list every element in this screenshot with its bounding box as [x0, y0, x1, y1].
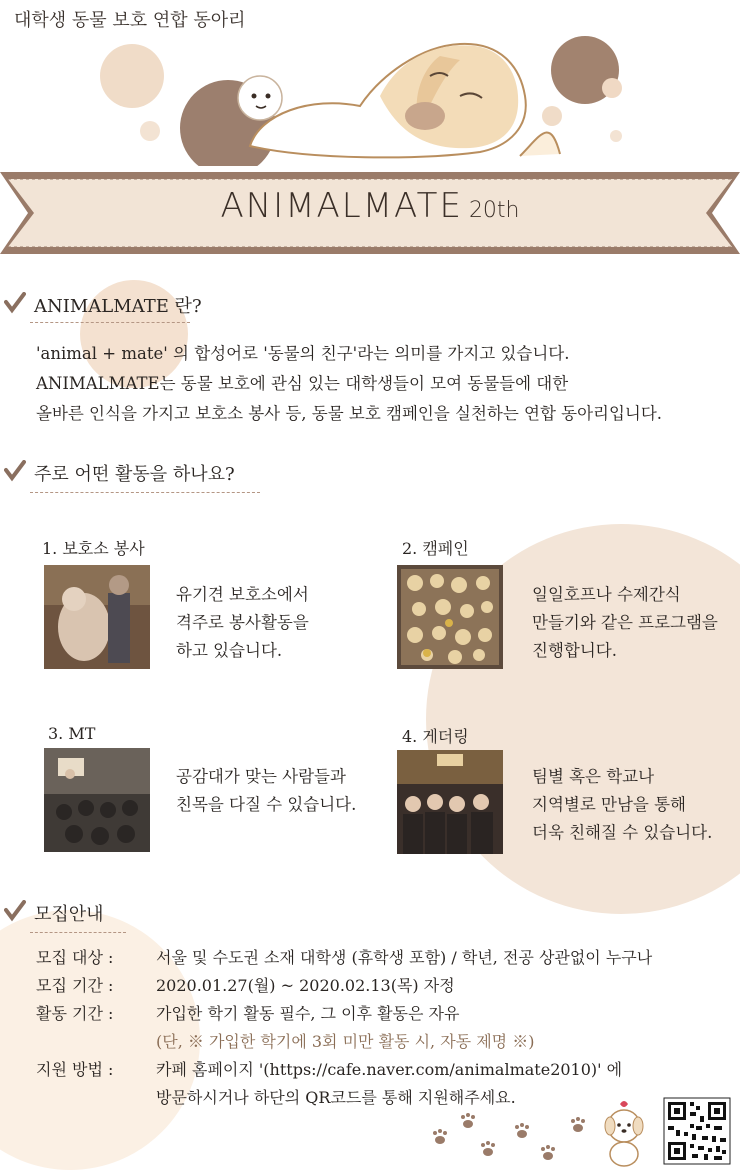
check-icon [4, 460, 26, 482]
paw-prints-icon [430, 1110, 600, 1166]
about-heading-underline [30, 314, 190, 323]
club-name: 대학생 동물 보호 연합 동아리 [14, 10, 246, 31]
recruit-value-apply: 카페 홈페이지 '(https://cafe.naver.com/animalmate2010)' 에 [156, 1060, 623, 1079]
recruit-label-activity: 활동 기간 : [36, 1004, 114, 1023]
activity-desc-2-line-2: 만들기와 같은 프로그램을 [532, 613, 718, 632]
activity-title-2: 2. 캠페인 [402, 539, 469, 558]
about-heading: ANIMALMATE 란? [34, 296, 202, 317]
about-line-1: 'animal + mate' 의 합성어로 '동물의 친구'라는 의미를 가지고 있습니다. [36, 344, 570, 363]
about-line-2: ANIMALMATE는 동물 보호에 관심 있는 대학생들이 모여 동물들에 대한 [36, 374, 569, 393]
banner-title-main: ANIMALMATE [220, 186, 463, 226]
activity-desc-1-line-3: 하고 있습니다. [176, 641, 283, 660]
recruit-value-target: 서울 및 수도권 소재 대학생 (휴학생 포함) / 학년, 전공 상관없이 누구나 [156, 948, 653, 967]
banner-title [0, 186, 740, 226]
puppy-mascot-icon [594, 1098, 654, 1168]
recruit-row-note [36, 1030, 534, 1054]
check-icon [4, 900, 26, 922]
photo-campaign-cookies [397, 565, 503, 669]
recruit-label-target: 모집 대상 : [36, 948, 114, 967]
activities-heading-underline [30, 484, 260, 493]
recruit-value-apply-cont: 방문하시거나 하단의 QR코드를 통해 지원해주세요. [156, 1088, 516, 1107]
recruit-row-target [36, 946, 652, 970]
check-icon [4, 292, 26, 314]
recruit-value-activity: 가입한 학기 활동 필수, 그 이후 활동은 자유 [156, 1004, 460, 1023]
dog-illustration [80, 36, 640, 166]
activity-desc-1-line-1: 유기견 보호소에서 [176, 585, 309, 604]
recruit-row-apply-cont [36, 1086, 516, 1110]
activity-desc-3-line-2: 친목을 다질 수 있습니다. [176, 795, 357, 814]
activity-desc-2-line-1: 일일호프나 수제간식 [532, 585, 681, 604]
activity-desc-3-line-1: 공감대가 맞는 사람들과 [176, 767, 346, 786]
recruit-row-apply [36, 1058, 622, 1082]
activity-desc-1-line-2: 격주로 봉사활동을 [176, 613, 309, 632]
photo-shelter-volunteer [44, 565, 150, 669]
activity-title-4: 4. 게더링 [402, 727, 469, 746]
activity-title-3: 3. MT [48, 724, 96, 743]
recruit-value-period: 2020.01.27(월) ~ 2020.02.13(목) 자정 [156, 976, 455, 995]
recruit-row-period [36, 974, 455, 998]
activity-desc-4-line-2: 지역별로 만남을 통해 [532, 795, 686, 814]
activity-desc-4-line-3: 더욱 친해질 수 있습니다. [532, 823, 713, 842]
photo-mt [44, 748, 150, 852]
activity-title-1: 1. 보호소 봉사 [42, 539, 145, 558]
recruit-heading-underline [30, 924, 126, 933]
activity-desc-4-line-1: 팀별 혹은 학교나 [532, 767, 655, 786]
recruit-row-activity [36, 1002, 459, 1026]
about-line-3: 올바른 인식을 가지고 보호소 봉사 등, 동물 보호 캠페인을 실천하는 연합 동아리입니다. [36, 404, 663, 423]
recruit-label-apply: 지원 방법 : [36, 1060, 114, 1079]
photo-gathering [397, 750, 503, 854]
recruit-heading: 모집안내 [34, 904, 104, 925]
qr-code[interactable] [662, 1096, 732, 1166]
activities-heading: 주로 어떤 활동을 하나요? [34, 464, 235, 485]
banner-title-edition: 20th [468, 198, 520, 223]
recruit-label-period: 모집 기간 : [36, 976, 114, 995]
activity-desc-2-line-3: 진행합니다. [532, 641, 617, 660]
recruit-value-note: (단, ※ 가입한 학기에 3회 미만 활동 시, 자동 제명 ※) [156, 1032, 535, 1051]
